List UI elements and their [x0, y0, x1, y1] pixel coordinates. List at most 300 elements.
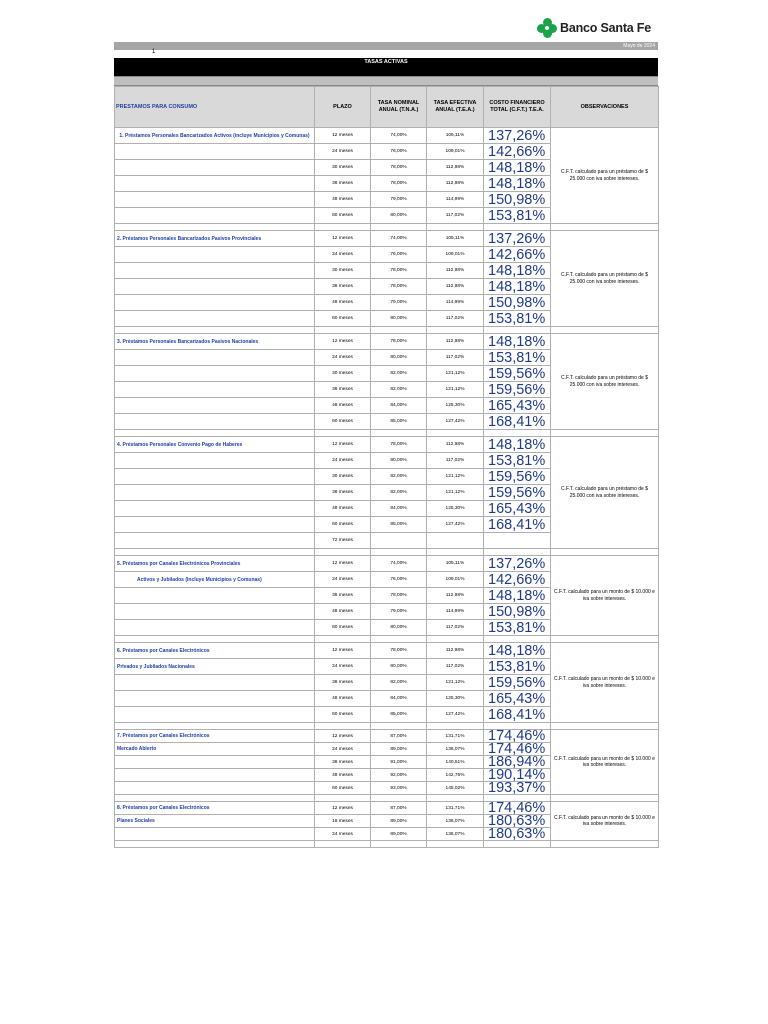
spacer-cell [551, 795, 659, 802]
section-title: 7. Préstamos por Canales Electrónicos [115, 730, 315, 743]
date-band [114, 42, 658, 50]
report-date: Mayo de 2024 [623, 43, 655, 49]
tea-cell: 109,01% [427, 144, 484, 160]
tna-cell: 84,00% [371, 691, 427, 707]
spacer-cell [427, 841, 484, 848]
observation-cell: C.F.T. calculado para un monto de $ 10.000 e iva sobre intereses. [551, 556, 659, 636]
spacer-cell [115, 841, 315, 848]
empty-cell [115, 469, 315, 485]
observation-cell: C.F.T. calculado para un monto de $ 10.000 e iva sobre intereses. [551, 730, 659, 795]
tna-cell: 74,00% [371, 128, 427, 144]
section-title: 5. Préstamos por Canales Electrónicos Provinciales [115, 556, 315, 572]
plazo-cell: 36 meses [315, 176, 371, 192]
section-subtitle: Privados y Jubilados Nacionales [115, 659, 315, 675]
tea-cell: 121,12% [427, 675, 484, 691]
plazo-cell: 36 meses [315, 675, 371, 691]
tna-cell: 84,00% [371, 501, 427, 517]
section-title: 3. Préstamos Personales Bancarizados Pasivos Nacionales [115, 334, 315, 350]
spacer-cell [484, 723, 551, 730]
plazo-cell: 60 meses [315, 707, 371, 723]
cft-cell: 159,56% [484, 382, 551, 398]
cft-cell: 153,81% [484, 350, 551, 366]
spacer-cell [484, 430, 551, 437]
tea-cell: 125,30% [427, 501, 484, 517]
section-spacer-row [115, 224, 659, 231]
page-number-band [114, 50, 658, 58]
cft-cell [484, 533, 551, 549]
plazo-cell: 60 meses [315, 782, 371, 795]
col-header-tea: TASA EFECTIVA ANUAL (T.E.A.) [427, 87, 484, 128]
cft-cell: 153,81% [484, 453, 551, 469]
tea-cell: 131,71% [427, 730, 484, 743]
empty-cell [115, 398, 315, 414]
empty-cell [115, 485, 315, 501]
col-header-obs: OBSERVACIONES [551, 87, 659, 128]
brand-name: Banco Santa Fe [560, 21, 651, 35]
plazo-cell: 12 meses [315, 437, 371, 453]
empty-cell [115, 782, 315, 795]
spacer-cell [427, 327, 484, 334]
tea-cell: 121,12% [427, 382, 484, 398]
plazo-cell: 24 meses [315, 144, 371, 160]
tea-cell: 105,11% [427, 556, 484, 572]
spacer-cell [315, 549, 371, 556]
spacer-cell [427, 549, 484, 556]
empty-cell [115, 247, 315, 263]
tea-cell: 142,75% [427, 769, 484, 782]
plazo-cell: 60 meses [315, 311, 371, 327]
cft-cell: 137,26% [484, 128, 551, 144]
spacer-cell [551, 723, 659, 730]
cft-cell: 153,81% [484, 311, 551, 327]
col-header-tna: TASA NOMINAL ANUAL (T.N.A.) [371, 87, 427, 128]
empty-cell [115, 350, 315, 366]
plazo-cell: 24 meses [315, 350, 371, 366]
tna-cell: 93,00% [371, 782, 427, 795]
cft-cell: 174,46% [484, 743, 551, 756]
spacer-cell [484, 327, 551, 334]
col-header-plazo: PLAZO [315, 87, 371, 128]
plazo-cell: 48 meses [315, 295, 371, 311]
tna-cell: 78,00% [371, 176, 427, 192]
cft-cell: 153,81% [484, 659, 551, 675]
section-spacer-row [115, 430, 659, 437]
empty-cell [115, 311, 315, 327]
tna-cell: 74,00% [371, 556, 427, 572]
tea-cell: 127,42% [427, 517, 484, 533]
spacer-cell [115, 224, 315, 231]
table-row [115, 437, 659, 453]
tna-cell: 80,00% [371, 453, 427, 469]
table-row [115, 556, 659, 572]
tea-cell: 145,02% [427, 782, 484, 795]
observation-cell: C.F.T. calculado para un préstamo de $ 25.000 con iva sobre intereses. [551, 231, 659, 327]
tea-cell: 140,51% [427, 756, 484, 769]
spacer-cell [115, 723, 315, 730]
cft-cell: 142,66% [484, 572, 551, 588]
plazo-cell: 48 meses [315, 604, 371, 620]
plazo-cell: 12 meses [315, 802, 371, 815]
tna-cell: 76,00% [371, 572, 427, 588]
plazo-cell: 60 meses [315, 208, 371, 224]
observation-cell: C.F.T. calculado para un monto de $ 10.000 e iva sobre intereses. [551, 802, 659, 841]
tea-cell: 136,07% [427, 815, 484, 828]
table-row [115, 802, 659, 815]
cft-cell: 165,43% [484, 691, 551, 707]
tea-cell: 131,71% [427, 802, 484, 815]
empty-cell [115, 828, 315, 841]
tea-cell: 112,98% [427, 279, 484, 295]
spacer-cell [551, 841, 659, 848]
cft-cell: 150,98% [484, 192, 551, 208]
cft-cell: 159,56% [484, 485, 551, 501]
cft-cell: 174,46% [484, 730, 551, 743]
table-row [115, 128, 659, 144]
section-title: 2. Préstamos Personales Bancarizados Pasivos Provinciales [115, 231, 315, 247]
cft-cell: 180,63% [484, 815, 551, 828]
spacer-cell [371, 723, 427, 730]
spacer-cell [371, 841, 427, 848]
empty-cell [115, 144, 315, 160]
empty-cell [115, 366, 315, 382]
plazo-cell: 48 meses [315, 192, 371, 208]
bank-logo [537, 18, 651, 38]
spacer-cell [315, 636, 371, 643]
tea-cell: 112,98% [427, 263, 484, 279]
cft-cell: 159,56% [484, 366, 551, 382]
spacer-cell [427, 795, 484, 802]
observation-cell: C.F.T. calculado para un préstamo de $ 25.000 con iva sobre intereses. [551, 334, 659, 430]
plazo-cell: 30 meses [315, 263, 371, 279]
plazo-cell: 12 meses [315, 730, 371, 743]
tea-cell: 125,30% [427, 691, 484, 707]
tea-cell: 117,02% [427, 620, 484, 636]
spacer-cell [484, 636, 551, 643]
empty-cell [115, 414, 315, 430]
empty-cell [115, 769, 315, 782]
cft-cell: 193,37% [484, 782, 551, 795]
plazo-cell: 30 meses [315, 160, 371, 176]
spacer-cell [315, 430, 371, 437]
section-title: 6. Préstamos por Canales Electrónicos [115, 643, 315, 659]
spacer-cell [371, 430, 427, 437]
spacer-cell [315, 795, 371, 802]
empty-cell [115, 707, 315, 723]
tea-cell: 112,98% [427, 334, 484, 350]
tea-cell: 112,98% [427, 588, 484, 604]
tna-cell [371, 533, 427, 549]
tna-cell: 80,00% [371, 311, 427, 327]
page-number: 1 [152, 49, 156, 55]
table-row [115, 231, 659, 247]
tna-cell: 92,00% [371, 769, 427, 782]
plazo-cell: 36 meses [315, 485, 371, 501]
spacer-cell [115, 327, 315, 334]
plazo-cell: 48 meses [315, 691, 371, 707]
cft-cell: 165,43% [484, 398, 551, 414]
tna-cell: 78,00% [371, 334, 427, 350]
empty-cell [115, 675, 315, 691]
spacer-cell [551, 636, 659, 643]
tea-cell: 112,98% [427, 176, 484, 192]
section-spacer-row [115, 327, 659, 334]
separator-band [114, 76, 658, 86]
plazo-cell: 48 meses [315, 769, 371, 782]
section-title: 1. Préstamos Personales Bancarizados Activos (incluye Municipios y Comunas) [115, 128, 315, 144]
tea-cell: 109,01% [427, 572, 484, 588]
empty-cell [115, 517, 315, 533]
tna-cell: 85,00% [371, 414, 427, 430]
plazo-cell: 36 meses [315, 756, 371, 769]
empty-cell [115, 620, 315, 636]
plazo-cell: 30 meses [315, 469, 371, 485]
tea-cell: 117,02% [427, 659, 484, 675]
spacer-cell [551, 430, 659, 437]
tea-cell: 112,98% [427, 160, 484, 176]
observation-cell: C.F.T. calculado para un préstamo de $ 25.000 con iva sobre intereses. [551, 128, 659, 224]
spacer-cell [115, 795, 315, 802]
tea-cell: 105,11% [427, 128, 484, 144]
table-end-row [115, 841, 659, 848]
plazo-cell: 30 meses [315, 366, 371, 382]
tea-cell: 136,07% [427, 743, 484, 756]
tea-cell: 117,02% [427, 453, 484, 469]
tna-cell: 78,00% [371, 437, 427, 453]
tna-cell: 78,00% [371, 263, 427, 279]
tna-cell: 76,00% [371, 144, 427, 160]
cft-cell: 137,26% [484, 556, 551, 572]
tna-cell: 79,00% [371, 604, 427, 620]
plazo-cell: 48 meses [315, 501, 371, 517]
spacer-cell [484, 841, 551, 848]
tea-cell: 117,02% [427, 311, 484, 327]
tna-cell: 80,00% [371, 350, 427, 366]
spacer-cell [484, 224, 551, 231]
page-title: TASAS ACTIVAS [364, 59, 408, 65]
plazo-cell: 24 meses [315, 453, 371, 469]
tna-cell: 91,00% [371, 756, 427, 769]
tna-cell: 78,00% [371, 279, 427, 295]
tna-cell: 82,00% [371, 675, 427, 691]
tea-cell: 117,02% [427, 208, 484, 224]
spacer-cell [427, 723, 484, 730]
spacer-cell [551, 327, 659, 334]
observation-cell: C.F.T. calculado para un monto de $ 10.000 e iva sobre intereses. [551, 643, 659, 723]
spacer-cell [371, 795, 427, 802]
table-body [115, 128, 659, 848]
spacer-cell [315, 841, 371, 848]
observation-cell: C.F.T. calculado para un préstamo de $ 25.000 con iva sobre intereses. [551, 437, 659, 549]
section-spacer-row [115, 723, 659, 730]
empty-cell [115, 533, 315, 549]
empty-cell [115, 501, 315, 517]
section-subtitle: Mercado Abierto [115, 743, 315, 756]
tna-cell: 80,00% [371, 620, 427, 636]
cft-cell: 142,66% [484, 144, 551, 160]
spacer-cell [551, 549, 659, 556]
tna-cell: 89,00% [371, 815, 427, 828]
col-header-product: PRESTAMOS PARA CONSUMO [115, 87, 315, 128]
tna-cell: 89,00% [371, 743, 427, 756]
cft-cell: 165,43% [484, 501, 551, 517]
plazo-cell: 12 meses [315, 128, 371, 144]
tna-cell: 79,00% [371, 192, 427, 208]
section-spacer-row [115, 795, 659, 802]
plazo-cell: 18 meses [315, 815, 371, 828]
cft-cell: 159,56% [484, 469, 551, 485]
spacer-cell [115, 636, 315, 643]
spacer-cell [484, 795, 551, 802]
cft-cell: 174,46% [484, 802, 551, 815]
tna-cell: 76,00% [371, 247, 427, 263]
spacer-cell [371, 636, 427, 643]
spacer-cell [371, 327, 427, 334]
clover-logo-icon [537, 18, 557, 38]
plazo-cell: 36 meses [315, 588, 371, 604]
empty-cell [115, 295, 315, 311]
plazo-cell: 24 meses [315, 659, 371, 675]
spacer-cell [484, 549, 551, 556]
empty-cell [115, 691, 315, 707]
cft-cell: 148,18% [484, 643, 551, 659]
tea-cell: 127,42% [427, 414, 484, 430]
table-row [115, 730, 659, 743]
tea-cell: 127,42% [427, 707, 484, 723]
tna-cell: 80,00% [371, 659, 427, 675]
spacer-cell [115, 430, 315, 437]
section-title: 8. Préstamos por Canales Electrónicos [115, 802, 315, 815]
plazo-cell: 12 meses [315, 556, 371, 572]
plazo-cell: 60 meses [315, 414, 371, 430]
tea-cell: 114,99% [427, 604, 484, 620]
tea-cell: 136,07% [427, 828, 484, 841]
cft-cell: 148,18% [484, 334, 551, 350]
cft-cell: 142,66% [484, 247, 551, 263]
plazo-cell: 24 meses [315, 247, 371, 263]
tea-cell: 121,12% [427, 366, 484, 382]
plazo-cell: 12 meses [315, 643, 371, 659]
tea-cell: 125,30% [427, 398, 484, 414]
spacer-cell [315, 224, 371, 231]
empty-cell [115, 453, 315, 469]
tea-cell: 114,99% [427, 192, 484, 208]
spacer-cell [115, 549, 315, 556]
empty-cell [115, 382, 315, 398]
cft-cell: 148,18% [484, 160, 551, 176]
tna-cell: 78,00% [371, 588, 427, 604]
tea-cell: 117,02% [427, 350, 484, 366]
plazo-cell: 36 meses [315, 279, 371, 295]
empty-cell [115, 588, 315, 604]
cft-cell: 168,41% [484, 707, 551, 723]
tna-cell: 78,00% [371, 643, 427, 659]
empty-cell [115, 756, 315, 769]
cft-cell: 148,18% [484, 437, 551, 453]
table-row [115, 334, 659, 350]
rates-table [114, 86, 659, 848]
tna-cell: 85,00% [371, 517, 427, 533]
cft-cell: 159,56% [484, 675, 551, 691]
tna-cell: 82,00% [371, 382, 427, 398]
plazo-cell: 24 meses [315, 572, 371, 588]
empty-cell [115, 263, 315, 279]
cft-cell: 148,18% [484, 279, 551, 295]
tna-cell: 82,00% [371, 469, 427, 485]
spacer-cell [371, 549, 427, 556]
plazo-cell: 24 meses [315, 828, 371, 841]
empty-cell [115, 208, 315, 224]
cft-cell: 148,18% [484, 588, 551, 604]
plazo-cell: 36 meses [315, 382, 371, 398]
cft-cell: 186,94% [484, 756, 551, 769]
empty-cell [115, 160, 315, 176]
cft-cell: 153,81% [484, 208, 551, 224]
tna-cell: 80,00% [371, 208, 427, 224]
empty-cell [115, 192, 315, 208]
tea-cell: 121,12% [427, 485, 484, 501]
spacer-cell [315, 327, 371, 334]
table-header-row [115, 87, 659, 128]
tea-cell: 112,98% [427, 437, 484, 453]
empty-cell [115, 604, 315, 620]
spacer-cell [371, 224, 427, 231]
table-row [115, 643, 659, 659]
tna-cell: 79,00% [371, 295, 427, 311]
plazo-cell: 60 meses [315, 620, 371, 636]
section-subtitle: Planes Sociales [115, 815, 315, 828]
spacer-cell [427, 430, 484, 437]
tna-cell: 89,00% [371, 828, 427, 841]
section-spacer-row [115, 549, 659, 556]
plazo-cell: 72 meses [315, 533, 371, 549]
tna-cell: 74,00% [371, 231, 427, 247]
section-spacer-row [115, 636, 659, 643]
cft-cell: 180,63% [484, 828, 551, 841]
spacer-cell [427, 636, 484, 643]
spacer-cell [551, 224, 659, 231]
spacer-cell [427, 224, 484, 231]
section-title: 4. Préstamos Personales Convenio Pago de Haberes [115, 437, 315, 453]
tea-cell: 114,99% [427, 295, 484, 311]
section-subtitle: Activos y Jubilados (Incluye Municipios y Comunas) [115, 572, 315, 588]
plazo-cell: 12 meses [315, 231, 371, 247]
title-band [114, 58, 658, 76]
tea-cell: 121,12% [427, 469, 484, 485]
cft-cell: 148,18% [484, 176, 551, 192]
cft-cell: 168,41% [484, 517, 551, 533]
tna-cell: 84,00% [371, 398, 427, 414]
cft-cell: 190,14% [484, 769, 551, 782]
tea-cell [427, 533, 484, 549]
cft-cell: 153,81% [484, 620, 551, 636]
tea-cell: 109,01% [427, 247, 484, 263]
plazo-cell: 48 meses [315, 398, 371, 414]
empty-cell [115, 279, 315, 295]
tna-cell: 82,00% [371, 485, 427, 501]
cft-cell: 137,26% [484, 231, 551, 247]
tna-cell: 87,00% [371, 802, 427, 815]
plazo-cell: 24 meses [315, 743, 371, 756]
cft-cell: 148,18% [484, 263, 551, 279]
col-header-cft: COSTO FINANCIERO TOTAL (C.F.T.) T.E.A. [484, 87, 551, 128]
tna-cell: 85,00% [371, 707, 427, 723]
tea-cell: 105,11% [427, 231, 484, 247]
spacer-cell [315, 723, 371, 730]
tna-cell: 87,00% [371, 730, 427, 743]
plazo-cell: 12 meses [315, 334, 371, 350]
plazo-cell: 60 meses [315, 517, 371, 533]
cft-cell: 150,98% [484, 604, 551, 620]
